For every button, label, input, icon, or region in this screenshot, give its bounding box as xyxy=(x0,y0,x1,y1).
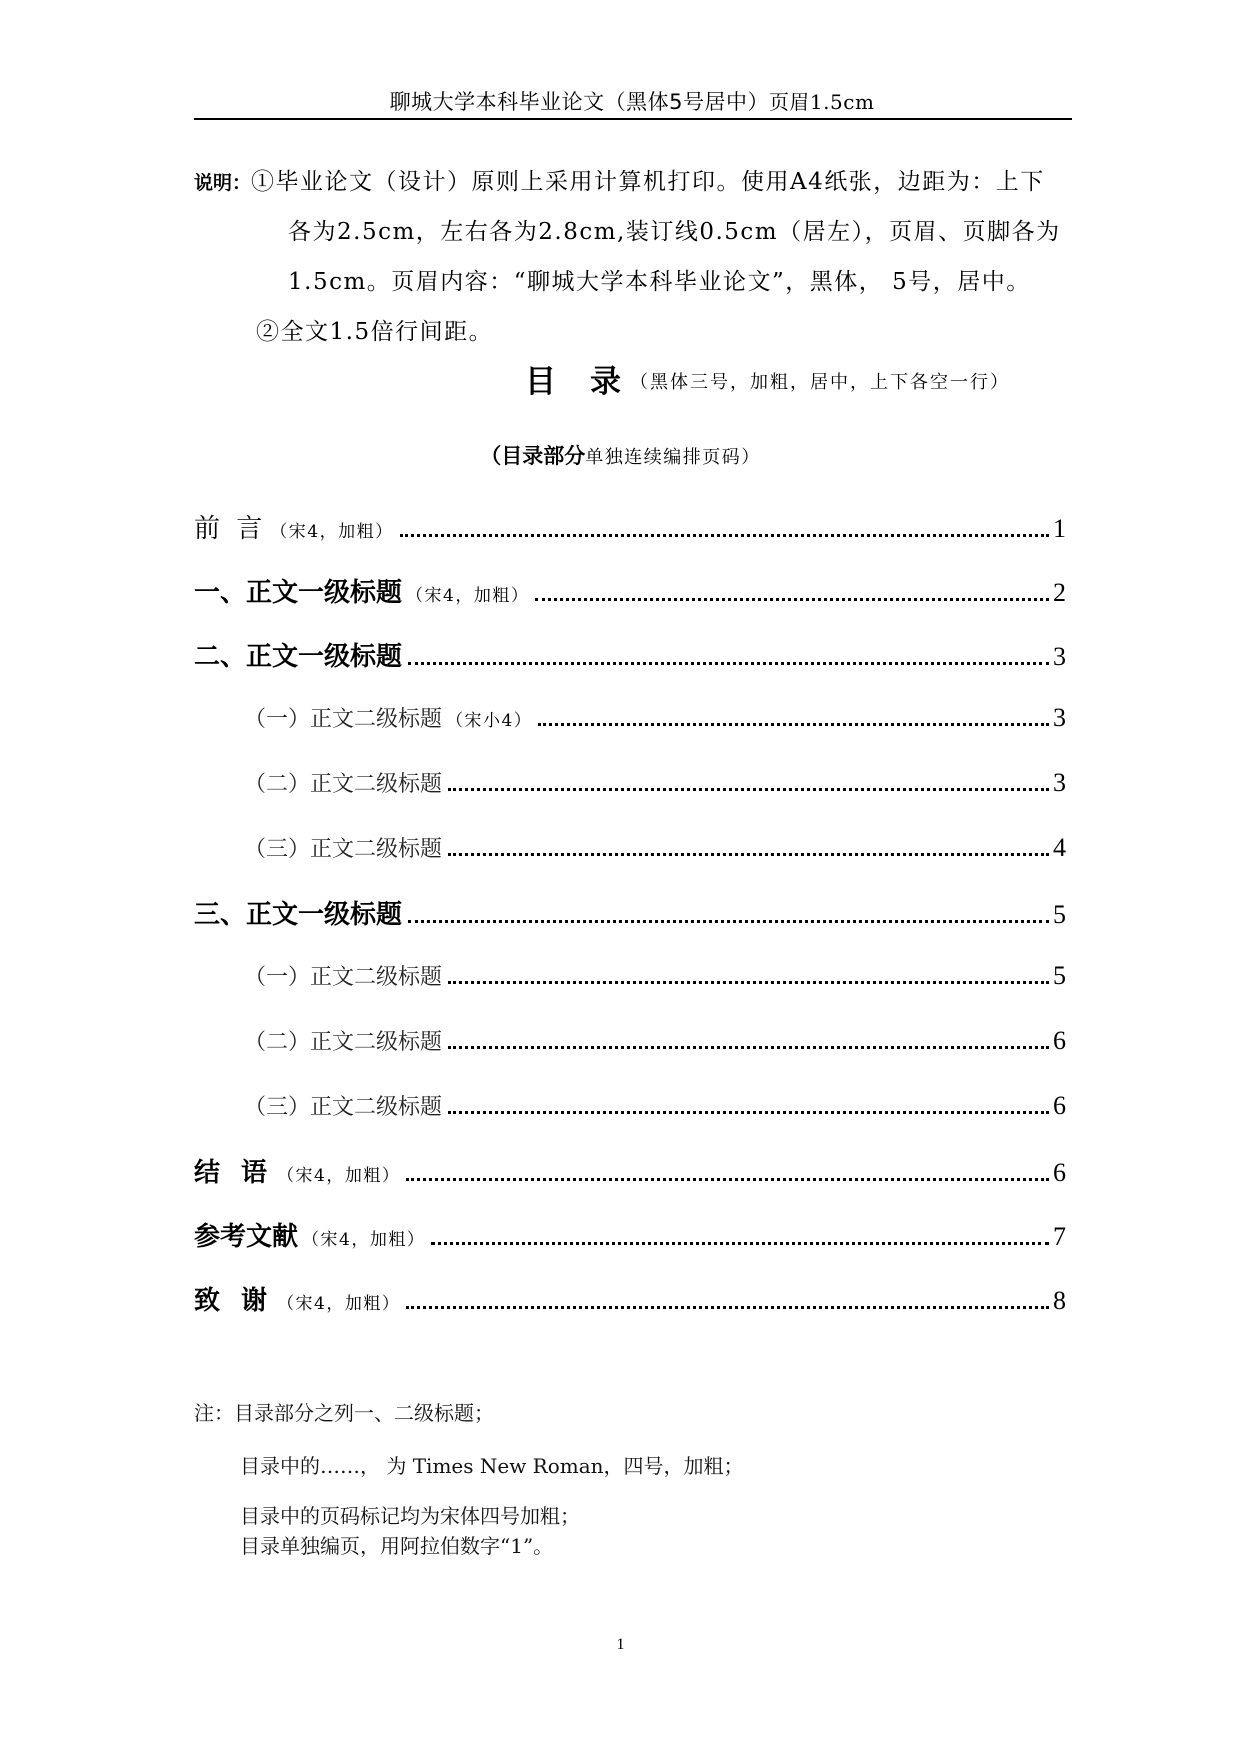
toc-entry-acknowledgements[interactable] xyxy=(194,1280,1066,1317)
toc-leader-dots xyxy=(400,534,1049,537)
intro-label: 说明： xyxy=(194,172,252,194)
toc-entry-page: 5 xyxy=(1053,961,1066,990)
toc-entry-section-2-1[interactable] xyxy=(244,702,1066,733)
toc-entry-title: （一）正文二级标题 xyxy=(244,965,443,990)
toc-entry-chapter-3[interactable] xyxy=(194,894,1066,931)
toc-entry-note: （宋4，加粗） xyxy=(270,522,394,542)
intro-line-3: 1.5cm。页眉内容：“聊城大学本科毕业论文”，黑体， 5号，居中。 xyxy=(288,269,1031,295)
toc-leader-dots xyxy=(448,1111,1049,1114)
intro-line-1-text: ①毕业论文（设计）原则上采用计算机打印。使用A4纸张，边距为：上下 xyxy=(251,169,1045,195)
note-line-2: 目录中的……， 为 Times New Roman，四号，加粗； xyxy=(240,1454,744,1478)
toc-entry-title: 前 言 xyxy=(194,514,267,544)
toc-leader-dots xyxy=(448,853,1049,856)
toc-entry-title: （二）正文二级标题 xyxy=(244,772,443,797)
toc-subtitle xyxy=(0,440,1241,470)
toc-entry-note: （宋小4） xyxy=(446,711,533,731)
toc-entry-preface[interactable] xyxy=(194,508,1066,545)
intro-line-2: 各为2.5cm，左右各为2.8cm,装订线0.5cm（居左），页眉、页脚各为 xyxy=(288,219,1061,245)
toc-title-char-1: 目 xyxy=(525,364,556,400)
toc-title xyxy=(0,356,1241,406)
toc-entry-page: 1 xyxy=(1053,514,1066,543)
note-line-1: 注：目录部分之列一、二级标题； xyxy=(194,1401,494,1425)
toc-entry-section-3-2[interactable] xyxy=(244,1025,1066,1056)
toc-entry-title: （一）正文二级标题 xyxy=(244,707,443,732)
toc-leader-dots xyxy=(448,788,1049,791)
toc-entry-page: 6 xyxy=(1053,1158,1066,1187)
toc-entry-page: 3 xyxy=(1053,703,1066,732)
toc-entry-title: 结 语 xyxy=(194,1158,274,1188)
toc-subtitle-normal: 单独连续编排页码） xyxy=(585,447,761,468)
toc-entry-page: 3 xyxy=(1053,768,1066,797)
toc-entry-title: （三）正文二级标题 xyxy=(244,837,443,862)
toc-entry-section-2-3[interactable] xyxy=(244,832,1066,863)
toc-title-note: （黑体三号，加粗，居中，上下各空一行） xyxy=(630,372,1010,393)
toc-entry-title: 二、正文一级标题 xyxy=(194,642,403,672)
toc-entry-page: 7 xyxy=(1053,1222,1066,1251)
toc-entry-title: 三、正文一级标题 xyxy=(194,900,403,930)
toc-entry-references[interactable] xyxy=(194,1216,1066,1253)
toc-leader-dots xyxy=(538,723,1049,726)
toc-entry-note: （宋4，加粗） xyxy=(277,1166,401,1186)
note-line-4: 目录单独编页，用阿拉伯数字“1”。 xyxy=(240,1534,554,1558)
toc-leader-dots xyxy=(406,1306,1049,1309)
toc-title-char-2: 录 xyxy=(590,364,621,400)
toc-entry-page: 3 xyxy=(1053,642,1066,671)
toc-entry-page: 6 xyxy=(1053,1091,1066,1120)
toc-leader-dots xyxy=(408,662,1049,665)
toc-leader-dots xyxy=(406,1178,1049,1181)
page-number: 1 xyxy=(616,1636,625,1653)
toc-entry-section-3-3[interactable] xyxy=(244,1090,1066,1121)
toc-entry-page: 5 xyxy=(1053,900,1066,929)
toc-entry-title: （二）正文二级标题 xyxy=(244,1030,443,1055)
toc-entry-section-2-2[interactable] xyxy=(244,767,1066,798)
toc-entry-title: 致 谢 xyxy=(194,1286,274,1316)
toc-entry-title: （三）正文二级标题 xyxy=(244,1095,443,1120)
toc-entry-note: （宋4，加粗） xyxy=(406,586,530,606)
toc-entry-chapter-2[interactable] xyxy=(194,636,1066,673)
intro-line-1 xyxy=(194,163,1045,196)
intro-line-4: ②全文1.5倍行间距。 xyxy=(256,319,494,345)
toc-leader-dots xyxy=(448,981,1049,984)
note-line-3: 目录中的页码标记均为宋体四号加粗； xyxy=(240,1504,580,1528)
toc-entry-section-3-1[interactable] xyxy=(244,960,1066,991)
page-header xyxy=(194,86,1070,116)
toc-entry-page: 8 xyxy=(1053,1286,1066,1315)
toc-leader-dots xyxy=(431,1242,1049,1245)
toc-entry-conclusion[interactable] xyxy=(194,1152,1066,1189)
toc-entry-title: 参考文献 xyxy=(194,1222,299,1252)
toc-entry-note: （宋4，加粗） xyxy=(277,1294,401,1314)
toc-entry-title: 一、正文一级标题 xyxy=(194,578,403,608)
toc-leader-dots xyxy=(535,598,1049,601)
toc-entry-page: 4 xyxy=(1053,833,1066,862)
header-rule xyxy=(194,118,1072,120)
page-header-text: 聊城大学本科毕业论文（黑体5号居中） xyxy=(389,90,769,114)
toc-leader-dots xyxy=(448,1046,1049,1049)
toc-entry-page: 2 xyxy=(1053,578,1066,607)
toc-entry-note: （宋4，加粗） xyxy=(302,1230,426,1250)
toc-entry-chapter-1[interactable] xyxy=(194,572,1066,609)
page-header-tail: 页眉1.5cm xyxy=(768,90,875,114)
toc-subtitle-bold: （目录部分 xyxy=(480,444,586,468)
toc-leader-dots xyxy=(408,920,1049,923)
toc-entry-page: 6 xyxy=(1053,1026,1066,1055)
